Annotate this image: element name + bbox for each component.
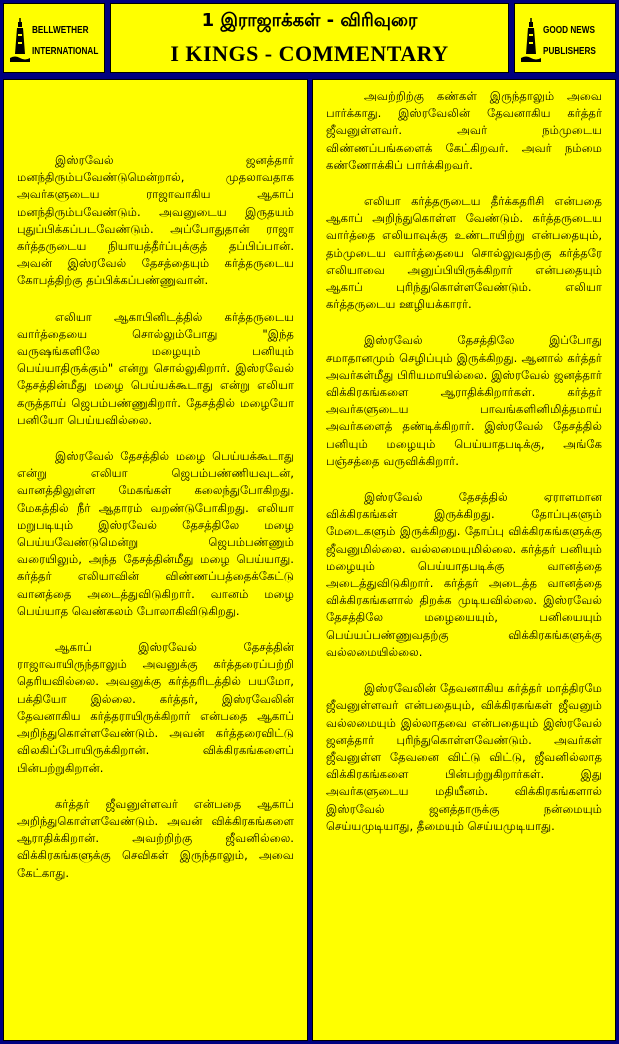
bellwether-logo-line1: BELLWETHER (32, 25, 89, 36)
left-column (3, 79, 308, 1041)
page-title-english: I KINGS - COMMENTARY (170, 41, 449, 66)
paragraph: இஸ்ரவேல் தேசத்திலே இப்போது சமாதானமும் செழிப்பும் இருக்கிறது. ஆனால் கர்த்தர் அவர்கள்மீது பிரியமாயில்லை. இஸ்ரவேல் ஜனத்தார் விக்கிரகங்களை ஆராதிக்கிறார்கள். கர்த்தர் அவர்களுடைய பாவங்களினிமித்தமாய் அவர்களைத் தண்டிக்கிறார். இஸ்ரவேல் தேசத்தில் பனியும் மழையும் பெய்யாதபடிக்கு, அங்கே பஞ்சத்தை வருவிக்கிறார். (326, 333, 602, 468)
bellwether-logo (10, 18, 100, 62)
paragraph: அவற்றிற்கு கண்கள் இருந்தாலும் அவை பார்க்காது. இஸ்ரவேலின் தேவனாகிய கர்த்தர் ஜீவனுள்ளவர். அவர் நம்முடைய விண்ணப்பங்களைக் கேட்கிறவர். அவர் நம்மை கண்ணோக்கிப் பார்க்கிறவர். (326, 89, 602, 172)
bellwether-logo-box (3, 3, 105, 73)
bellwether-logo-line2: INTERNATIONAL (32, 46, 99, 57)
good-news-logo (521, 18, 611, 62)
paragraph: இஸ்ரவேல் தேசத்தில் ஏராளமான விக்கிரகங்கள் இருக்கிறது. தோப்புகளும் மேடைகளும் இருக்கிறது. தோப்பு விக்கிரகங்களுக்கு ஜீவனுமில்லை. வல்லமையுமில்லை. கர்த்தர் பனியும் மழையும் பெய்யாதபடிக்கு வானத்தை அடைத்துவிடுகிறார். கர்த்தர் அடைத்த வானத்தை விக்கிரகங்களால் திறக்க முடியவில்லை. இஸ்ரவேல் தேசத்திலே மழையையும், பனியையும் பெய்யப்பண்ணுவதற்கு விக்கிரகங்களுக்கு வல்லமையில்லை. (326, 490, 602, 659)
lighthouse-icon (10, 18, 30, 62)
paragraph: இஸ்ரவேல் தேசத்தில் மழை பெய்யக்கூடாது என்று எலியா ஜெபம்பண்ணியவுடன், வானத்திலுள்ள மேகங்கள் கலைந்துபோகிறது. மேகத்தில் நீர் ஆதாரம் வறண்டுபோகிறது. எலியா மறுபடியும் இஸ்ரவேல் தேசத்திலே மழை பெய்யவேண்டுமென்று ஜெபம்பண்ணும் வரையிலும், அந்த தேசத்தின்மீது மழை பெய்யாது. கர்த்தர் எலியாவின் விண்ணப்பத்தைக்கேட்டு வானத்தை அடைத்துவிடுகிறார். வானம் மழை பெய்யாத வெண்கலம் போலாகிவிடுகிறது. (17, 449, 294, 618)
good-news-logo-line2: PUBLISHERS (543, 46, 596, 57)
paragraph: எலியா கர்த்தருடைய தீர்க்கதரிசி என்பதை ஆகாப் அறிந்துகொள்ள வேண்டும். கர்த்தருடைய வார்த்தை எலியாவுக்கு உண்டாயிற்று என்பதையும், தம்முடைய வார்த்தையை சொல்லுவதற்கு கர்த்தரே எலியாவை அனுப்பியிருக்கிறார் என்பதையும் ஆகாப் புரிந்துகொள்ளவேண்டும். எலியா கர்த்தருடைய ஊழியக்காரர். (326, 194, 602, 312)
lighthouse-icon (521, 18, 541, 62)
title-box (110, 3, 509, 73)
paragraph: எலியா ஆகாபினிடத்தில் கர்த்தருடைய வார்த்தையை சொல்லும்போது "இந்த வருஷங்களிலே மழையும் பனியும் பெய்யாதிருக்கும்" என்று சொல்லுகிறார். இஸ்ரவேல் தேசத்தின்மீது மழை பெய்யக்கூடாது என்று எலியா கருத்தாய் ஜெபம்பண்ணுகிறார். தேசத்தில் மழையோ பனியோ பெய்யவில்லை. (17, 309, 294, 427)
page-title-tamil: 1 இராஜாக்கள் - விரிவுரை (201, 10, 418, 31)
right-column (312, 79, 616, 1041)
paragraph: இஸ்ரவேலின் தேவனாகிய கர்த்தர் மாத்திரமே ஜீவனுள்ளவர் என்பதையும், விக்கிரகங்கள் ஜீவனும் வல்லமையும் இல்லாதவை என்பதையும் இஸ்ரவேல் ஜனத்தார் புரிந்துகொள்ளவேண்டும். அவர்கள் ஜீவனுள்ள தேவனை விட்டு விட்டு, ஜீவனில்லாத விக்கிரகங்களை பின்பற்றுகிறார்கள். இது அவர்களுடைய மதியீனம். விக்கிரகங்களால் இஸ்ரவேல் ஜனத்தாருக்கு நன்மையும் செய்யமுடியாது, தீமையும் செய்யமுடியாது. (326, 681, 602, 833)
paragraph: இஸ்ரவேல் ஜனத்தார் மனந்திரும்பவேண்டுமென்றால், முதலாவதாக அவர்களுடைய ராஜாவாகிய ஆகாப் மனந்திரும்பவேண்டும். அவனுடைய இருதயம் புதுப்பிக்கப்படவேண்டும். அப்போதுதான் ராஜா கர்த்தருடைய நியாயத்தீர்ப்புக்குத் தப்பிப்பான். அவன் இஸ்ரவேல் தேசத்தையும் கர்த்தருடைய கோபத்திற்கு தப்பிக்கப்பண்ணுவான். (17, 153, 294, 288)
left-column-text (17, 152, 294, 901)
right-column-text (326, 88, 602, 854)
good-news-logo-line1: GOOD NEWS (543, 25, 595, 36)
good-news-logo-box (514, 3, 616, 73)
paragraph: ஆகாப் இஸ்ரவேல் தேசத்தின் ராஜாவாயிருந்தாலும் அவனுக்கு கர்த்தரைப்பற்றி தெரியவில்லை. அவனுக்கு கர்த்தரிடத்தில் பயமோ, பக்தியோ இல்லை. கர்த்தர், இஸ்ரவேலின் தேவனாகிய கர்த்தராயிருக்கிறார் என்பதை ஆகாப் அறிந்துகொள்ளவேண்டும். அவன் கர்த்தரைவிட்டு விலகிப்போயிருக்கிறான். விக்கிரகங்களைப் பின்பற்றுகிறான். (17, 640, 294, 775)
paragraph: கர்த்தர் ஜீவனுள்ளவர் என்பதை ஆகாப் அறிந்துகொள்ளவேண்டும். அவன் விக்கிரகங்களை ஆராதிக்கிறான். அவற்றிற்கு ஜீவனில்லை. விக்கிரகங்களுக்கு செவிகள் இருந்தாலும், அவை கேட்காது. (17, 796, 294, 880)
